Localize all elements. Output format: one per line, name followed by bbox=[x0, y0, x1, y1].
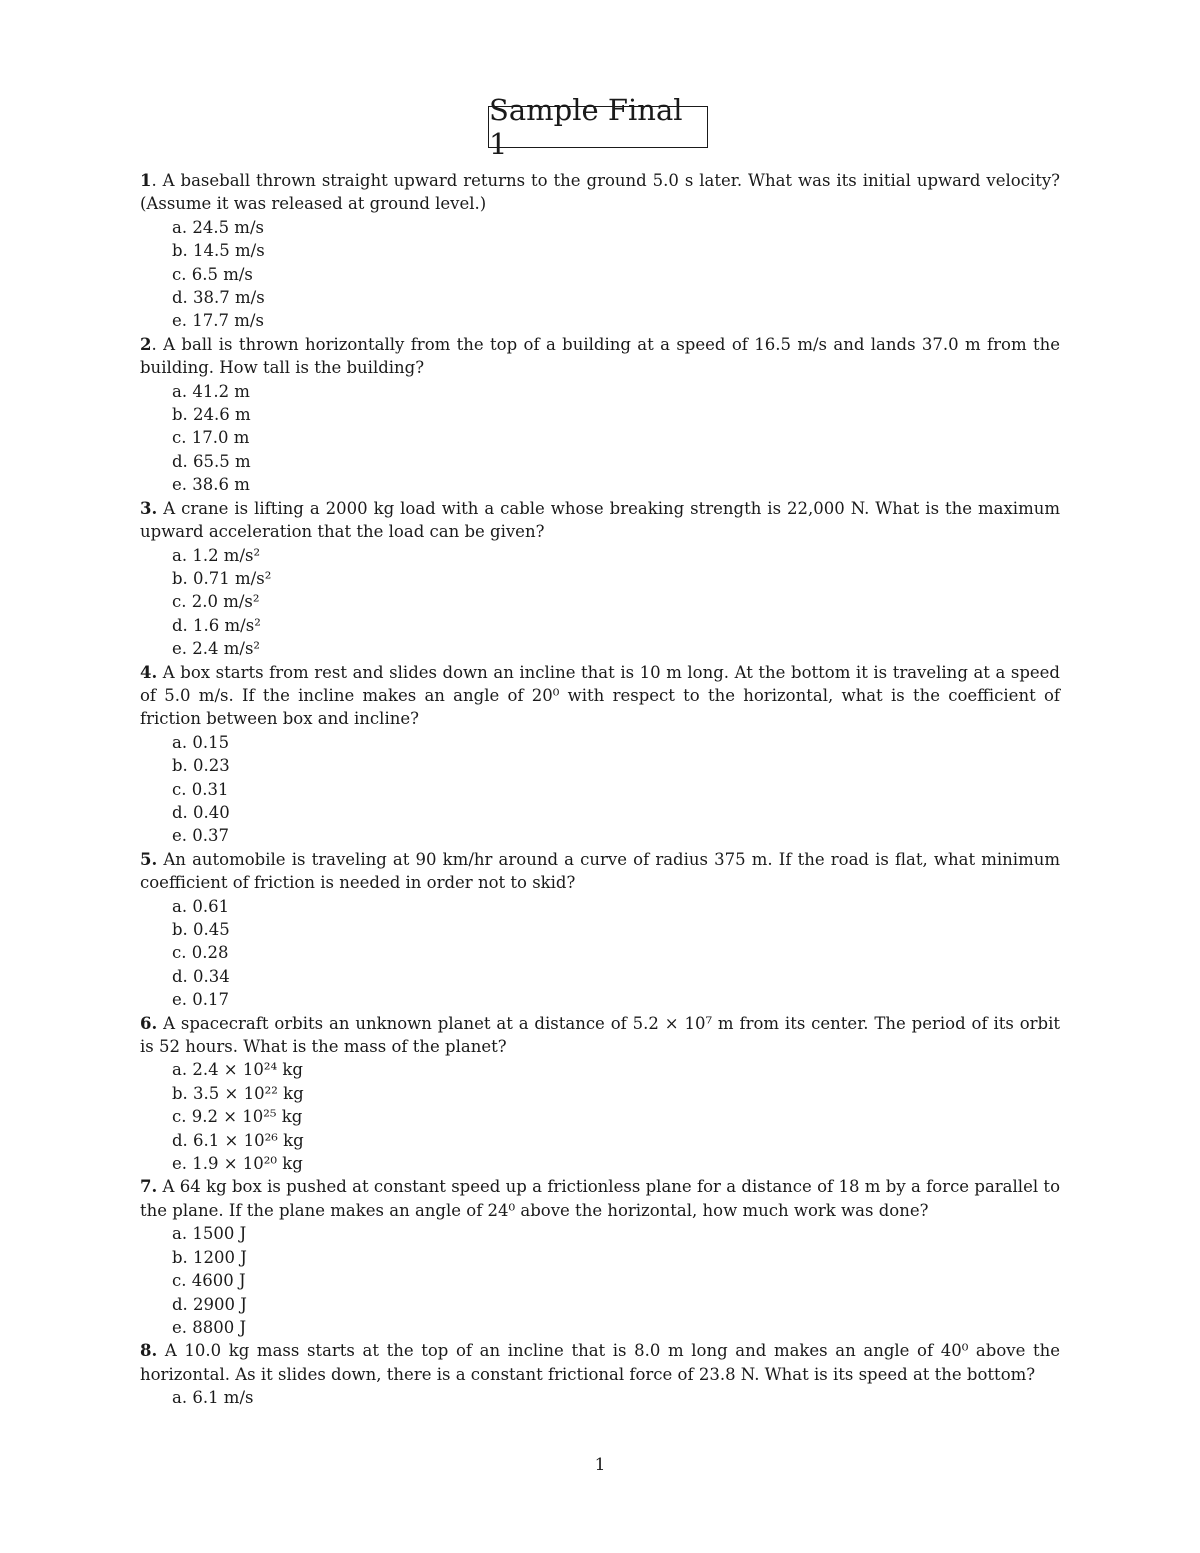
page-title: Sample Final 1 bbox=[488, 106, 708, 148]
question-number: 7. bbox=[140, 1177, 158, 1197]
answer-option: e. 0.37 bbox=[172, 826, 229, 846]
question bbox=[140, 661, 1060, 848]
question bbox=[140, 1339, 1060, 1409]
answer-option: d. 1.6 m/s² bbox=[172, 615, 261, 635]
question bbox=[140, 1012, 1060, 1176]
question bbox=[140, 333, 1060, 497]
question-number: 1 bbox=[140, 171, 152, 190]
answer-option: a. 2.4 × 10²⁴ kg bbox=[172, 1060, 303, 1080]
question-number: 6. bbox=[140, 1013, 158, 1033]
answer-option: b. 0.23 bbox=[172, 756, 230, 776]
answer-option: e. 17.7 m/s bbox=[172, 311, 264, 331]
answer-option: d. 0.40 bbox=[172, 802, 230, 822]
answer-option: d. 0.34 bbox=[172, 966, 230, 986]
answer-option: c. 2.0 m/s² bbox=[172, 592, 260, 612]
question-number: 5. bbox=[140, 849, 158, 869]
question-list bbox=[140, 169, 1060, 1410]
answer-option: b. 3.5 × 10²² kg bbox=[172, 1083, 304, 1103]
question-number: 2 bbox=[140, 334, 152, 354]
question-number: 4. bbox=[140, 662, 158, 682]
answer-option: b. 24.6 m bbox=[172, 405, 251, 425]
answer-option: b. 0.45 bbox=[172, 920, 230, 939]
answer-option: c. 4600 J bbox=[172, 1271, 246, 1291]
question bbox=[140, 169, 1060, 333]
answer-option: d. 65.5 m bbox=[172, 451, 251, 471]
answer-option: e. 0.17 bbox=[172, 990, 229, 1010]
page-number: 1 bbox=[594, 1455, 606, 1475]
answer-option: b. 1200 J bbox=[172, 1247, 247, 1267]
question-number: 3. bbox=[140, 498, 158, 518]
answer-option: e. 38.6 m bbox=[172, 475, 250, 495]
question-text: A 64 kg box is pushed at constant speed up a frictionless plane for a distance of 18 m by a force parallel to the plane. If the plane makes an angle of 24⁰ above the horizontal, how much work was done? bbox=[140, 1177, 1060, 1220]
answer-option: c. 9.2 × 10²⁵ kg bbox=[172, 1107, 303, 1127]
answer-option: c. 17.0 m bbox=[172, 428, 250, 448]
answer-option: a. 1.2 m/s² bbox=[172, 545, 261, 565]
answer-option: c. 0.28 bbox=[172, 943, 229, 963]
answer-option: d. 6.1 × 10²⁶ kg bbox=[172, 1130, 304, 1150]
question bbox=[140, 497, 1060, 661]
answer-option: c. 6.5 m/s bbox=[172, 264, 253, 284]
question-text: A crane is lifting a 2000 kg load with a cable whose breaking strength is 22,000 N. What is the maximum upward acceleration that the load can be given? bbox=[140, 498, 1060, 542]
answer-option: a. 0.61 bbox=[172, 896, 230, 916]
answer-option: e. 2.4 m/s² bbox=[172, 639, 261, 659]
answer-option: d. 38.7 m/s bbox=[172, 288, 265, 308]
answer-option: a. 1500 J bbox=[172, 1224, 247, 1244]
question-text: A box starts from rest and slides down an incline that is 10 m long. At the bottom it is traveling at a speed of 5.0 m/s. If the incline makes an angle of 20⁰ with respect to the horizontal, what is the coefficient of friction between box and incline? bbox=[140, 662, 1060, 729]
question-text: An automobile is traveling at 90 km/hr around a curve of radius 375 m. If the road is flat, what minimum coefficient of friction is needed in order not to skid? bbox=[140, 849, 1060, 893]
answer-option: e. 1.9 × 10²⁰ kg bbox=[172, 1154, 303, 1174]
answer-option: d. 2900 J bbox=[172, 1294, 247, 1314]
question-text: . A baseball thrown straight upward returns to the ground 5.0 s later. What was its initial upward velocity? (Assume it was released at ground level.) bbox=[140, 171, 1060, 214]
answer-option: a. 0.15 bbox=[172, 732, 230, 752]
answer-option: a. 6.1 m/s bbox=[172, 1388, 254, 1408]
answer-option: b. 14.5 m/s bbox=[172, 241, 265, 261]
question bbox=[140, 1175, 1060, 1339]
question-text: A 10.0 kg mass starts at the top of an incline that is 8.0 m long and makes an angle of 40⁰ above the horizontal. As it slides down, there is a constant frictional force of 23.8 N. What is its speed at the bottom? bbox=[140, 1341, 1060, 1384]
answer-option: e. 8800 J bbox=[172, 1317, 247, 1337]
question-text: A spacecraft orbits an unknown planet at a distance of 5.2 × 10⁷ m from its center. The period of its orbit is 52 hours. What is the mass of the planet? bbox=[140, 1013, 1060, 1057]
answer-option: a. 41.2 m bbox=[172, 381, 250, 401]
answer-option: c. 0.31 bbox=[172, 779, 229, 799]
question bbox=[140, 848, 1060, 1012]
answer-option: b. 0.71 m/s² bbox=[172, 568, 272, 588]
answer-option: a. 24.5 m/s bbox=[172, 217, 264, 237]
question-number: 8. bbox=[140, 1341, 158, 1361]
question-text: . A ball is thrown horizontally from the top of a building at a speed of 16.5 m/s and lands 37.0 m from the building. How tall is the building? bbox=[140, 334, 1060, 378]
